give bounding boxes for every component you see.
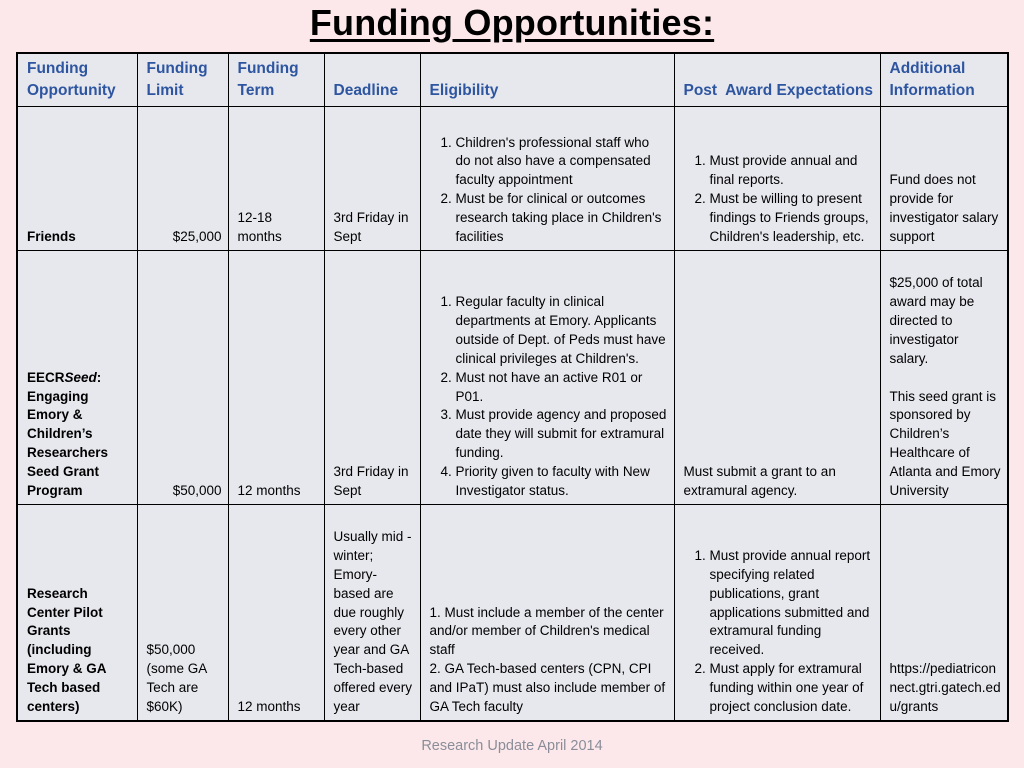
header-opportunity: Funding Opportunity [17,53,137,107]
cell-limit: $50,000 (some GA Tech are $60K) [137,505,228,722]
header-additional: Additional Information [880,53,1008,107]
eligibility-list [430,134,668,247]
eligibility-para: 2. GA Tech-based centers (CPN, CPI and IPaT) must also include member of GA Tech faculty [429,661,666,715]
eligibility-list [430,293,668,501]
cell-post-award [674,505,880,722]
list-item: 1. Must provide annual report specifying related publications, grant applications submitted and extramural funding received. [710,547,874,660]
cell-post-award [674,107,880,251]
name-prefix: EECR [27,369,65,385]
list-item: 2. Must be for clinical or outcomes research taking place in Children's facilities [456,190,668,247]
post-award-list [684,547,874,717]
cell-additional: Fund does not provide for investigator salary support [880,107,1008,251]
table-header-row [17,53,1008,107]
header-eligibility: Eligibility [420,53,674,107]
cell-limit: $25,000 [137,107,228,251]
list-item: 2. Must not have an active R01 or P01. [456,369,668,407]
funding-table [16,52,1009,722]
name-italic: Seed [64,369,97,385]
cell-opportunity: Research Center Pilot Grants (including Emory & GA Tech based centers) [17,505,137,722]
name-suffix: : Engaging Emory & Children’s Researchers Seed Grant Program [27,369,109,499]
list-item: 3. Must provide agency and proposed date they will submit for extramural funding. [456,406,668,463]
additional-para: $25,000 of total award may be directed to investigator salary. [889,275,983,366]
header-limit: Funding Limit [137,53,228,107]
cell-limit: $50,000 [137,251,228,505]
eligibility-para: 1. Must include a member of the center and/or member of Children's medical staff [429,604,664,658]
cell-additional: https://pediatriconnect.gtri.gatech.edu/grants [880,505,1008,722]
list-item: 2. Must apply for extramural funding within one year of project conclusion date. [710,660,874,717]
cell-post-award: Must submit a grant to an extramural agency. [674,251,880,505]
table-row-eecrseed [17,251,1008,505]
cell-deadline: 3rd Friday in Sept [324,107,420,251]
cell-term: 12 months [228,505,324,722]
cell-deadline: 3rd Friday in Sept [324,251,420,505]
cell-eligibility [420,251,674,505]
list-item: 1. Children's professional staff who do not also have a compensated faculty appointment [456,134,668,191]
table-row-friends [17,107,1008,251]
post-award-list [684,152,874,247]
list-item: 1. Must provide annual and final reports. [710,152,874,190]
list-item: 2. Must be willing to present findings to Friends groups, Children's leadership, etc. [710,190,874,247]
header-post-award: Post Award Expectations [674,53,880,107]
cell-term: 12-18 months [228,107,324,251]
funding-table-container [16,52,1007,722]
additional-para: This seed grant is sponsored by Children’s Healthcare of Atlanta and Emory University [889,388,1001,499]
cell-deadline: Usually mid -winter; Emory-based are due roughly every other year and GA Tech-based offered every year [324,505,420,722]
footer-text: Research Update April 2014 [421,738,603,754]
cell-additional [880,251,1008,505]
page-title: Funding Opportunities: [309,2,715,43]
cell-opportunity: Friends [17,107,137,251]
cell-eligibility [420,505,674,722]
cell-eligibility [420,107,674,251]
cell-term: 12 months [228,251,324,505]
list-item: 1. Regular faculty in clinical departments at Emory. Applicants outside of Dept. of Peds must have clinical privileges at Children's. [456,293,668,369]
cell-opportunity [17,251,137,505]
header-deadline: Deadline [324,53,420,107]
list-item: 4. Priority given to faculty with New Investigator status. [456,463,668,501]
table-row-research-center [17,505,1008,722]
header-term: Funding Term [228,53,324,107]
